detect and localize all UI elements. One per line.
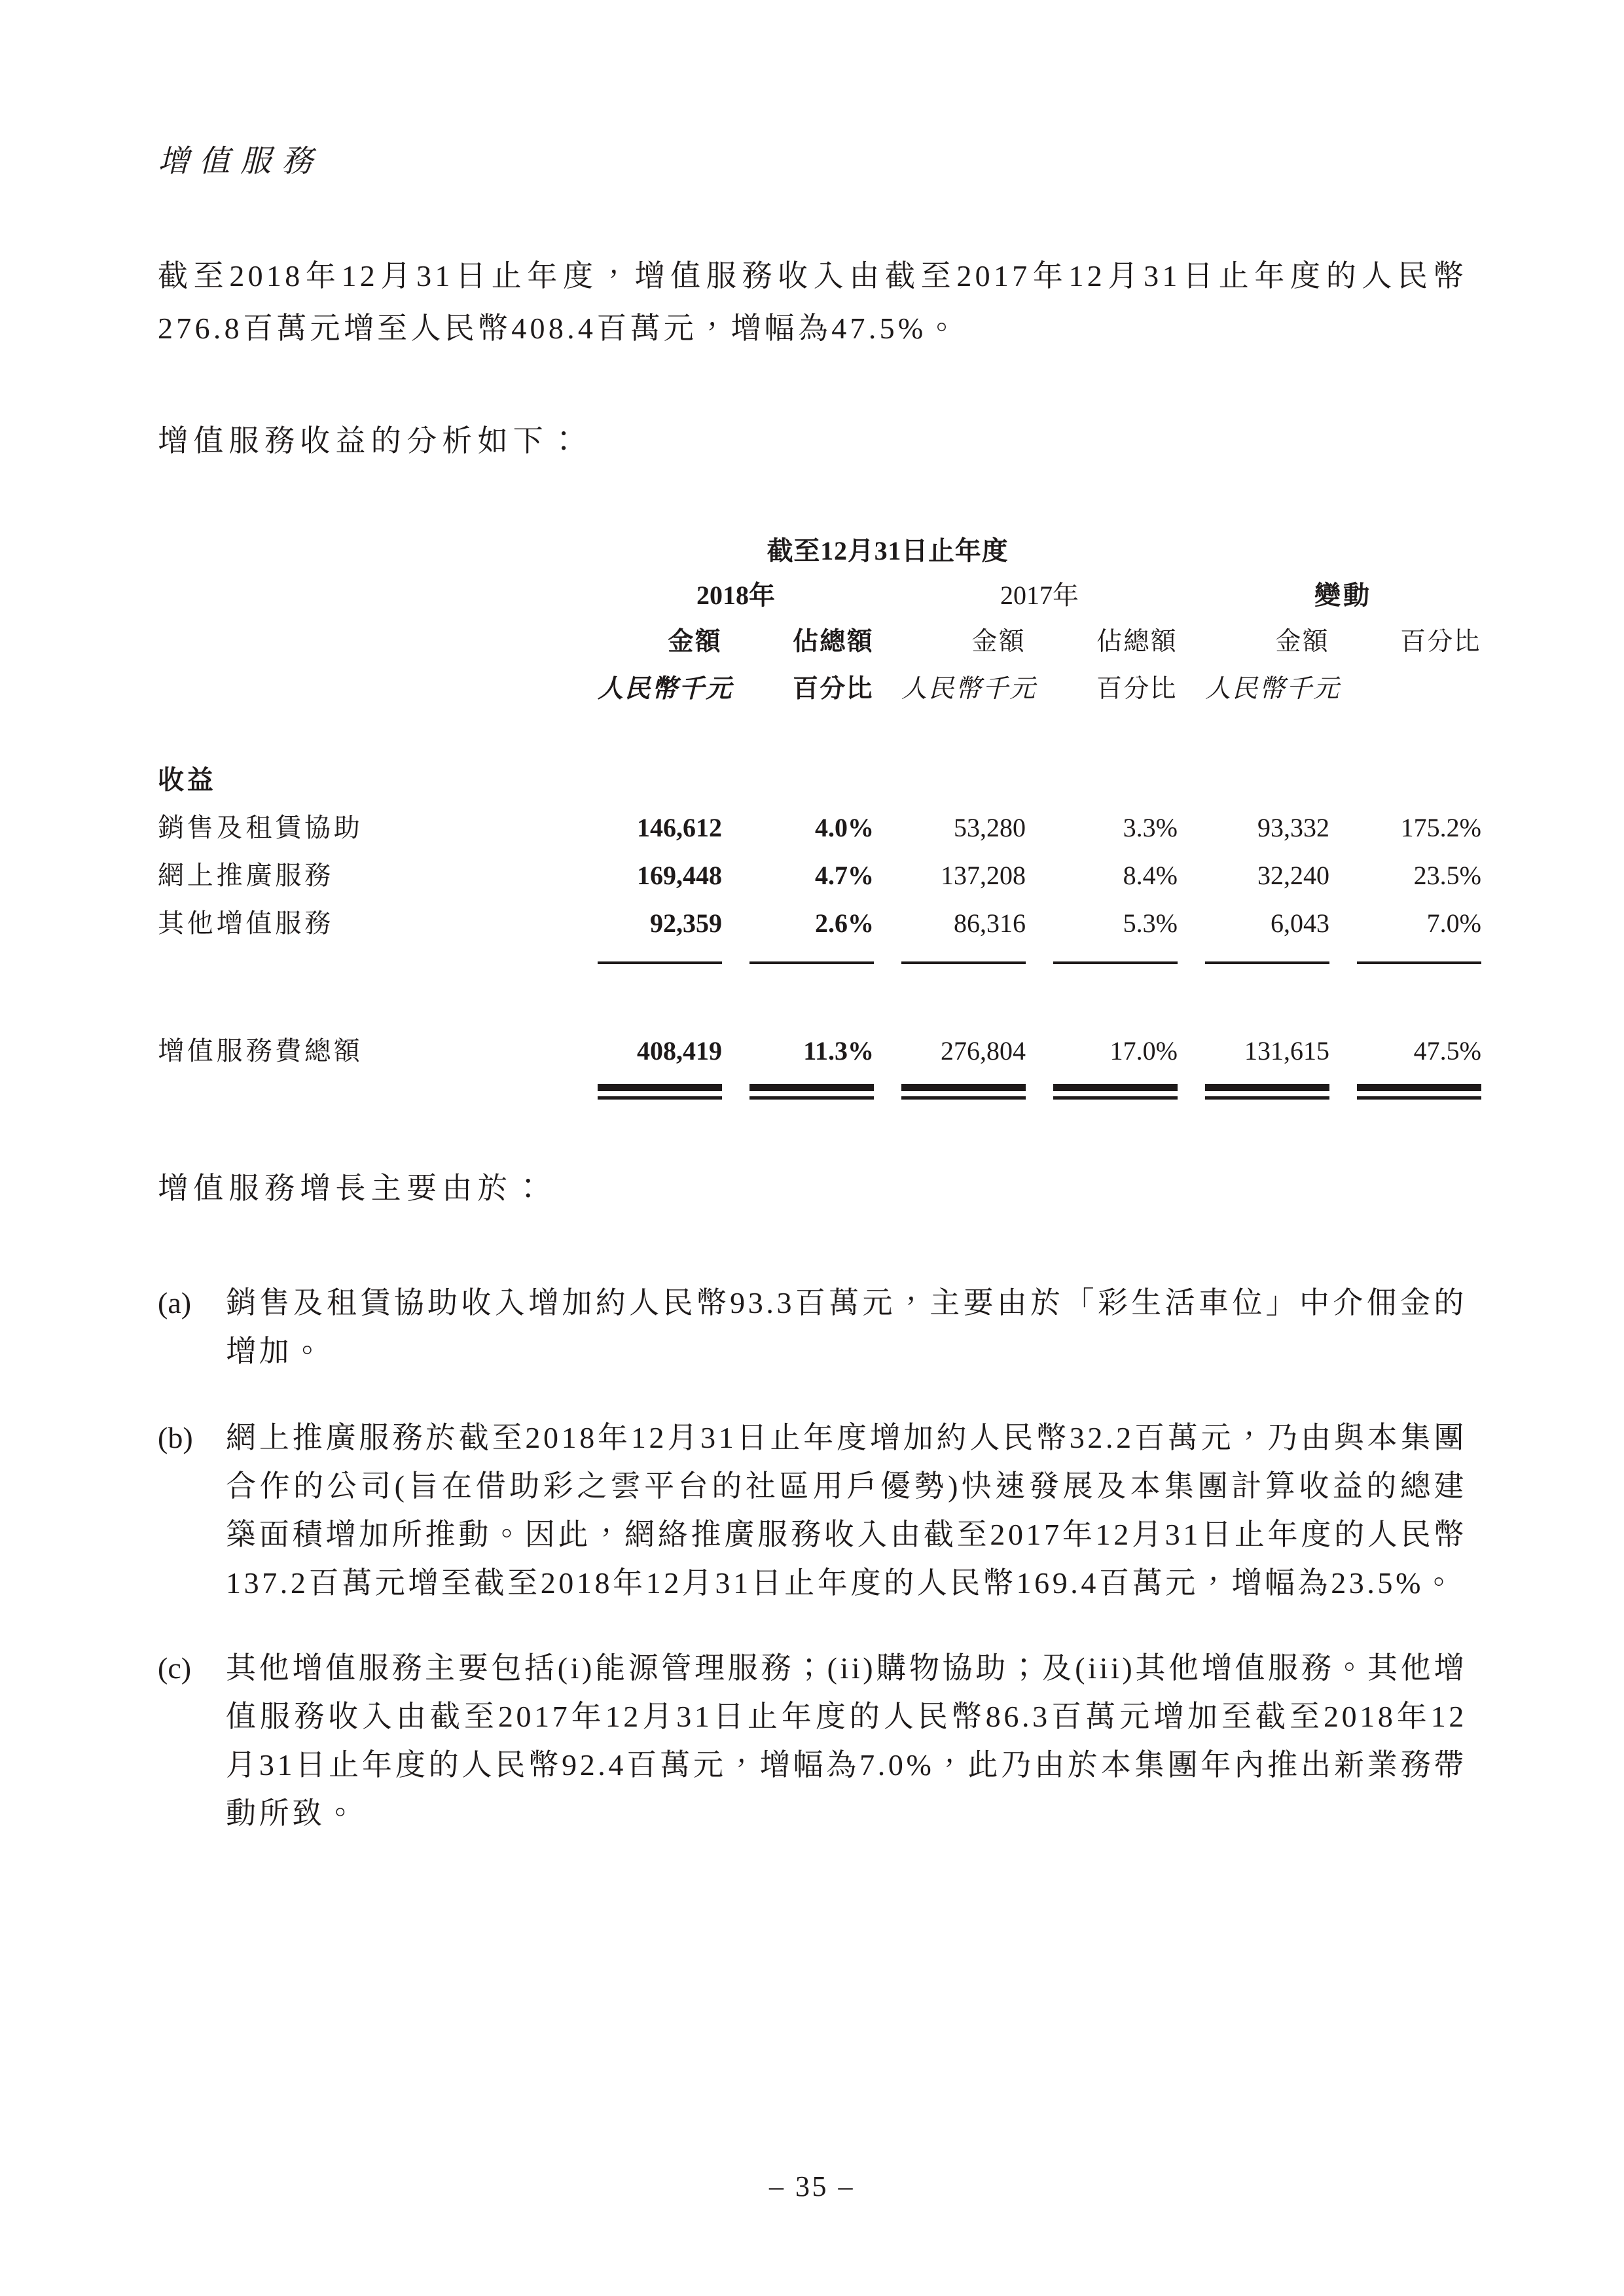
section-title: 增值服務 [158,145,323,179]
page-number: – 35 – [768,2170,856,2202]
column-header: 百分比 [1399,628,1481,656]
table-unit-header-row [158,665,1484,713]
total-change-amount: 131,615 [1244,1036,1329,1066]
cell-2018-percent: 4.0% [815,813,874,842]
table-single-rule [158,961,1484,964]
column-header: 佔總額 [1096,628,1178,656]
total-2018-percent: 11.3% [803,1036,874,1066]
total-2018-amount: 408,419 [637,1036,722,1066]
cell-2017-amount: 137,208 [941,861,1026,890]
table-subheader-row [158,619,1484,665]
section-label: 收益 [158,765,217,795]
note-item-a [158,1279,1467,1376]
cell-2017-percent: 8.4% [1123,861,1178,890]
table-year-header-row [158,572,1484,619]
row-label: 銷售及租賃協助 [158,813,363,842]
cell-2017-percent: 5.3% [1123,908,1178,938]
cell-2017-amount: 86,316 [954,908,1026,938]
table-row [158,899,1484,947]
total-2017-percent: 17.0% [1110,1036,1178,1066]
change-header: 變動 [1314,581,1372,610]
table-period-header-row [158,530,1484,572]
cell-change-amount: 93,332 [1257,813,1329,842]
note-marker: (b) [158,1421,193,1454]
total-label: 增值服務費總額 [158,1036,363,1066]
unit-header: 百分比 [1096,675,1178,703]
note-text: 銷售及租賃協助收入增加約人民幣93.3百萬元，主要由於「彩生活車位」中介佣金的增加。 [226,1286,1467,1368]
note-item-c [158,1644,1467,1838]
cell-change-amount: 6,043 [1271,908,1329,938]
total-change-percent: 47.5% [1413,1036,1481,1066]
cell-change-amount: 32,240 [1257,861,1329,890]
note-item-b [158,1414,1467,1607]
analysis-lead-paragraph: 增值服務收益的分析如下： [158,424,585,457]
growth-lead-paragraph: 增值服務增長主要由於： [158,1172,549,1205]
cell-2018-percent: 2.6% [815,908,874,938]
column-header: 金額 [1275,628,1329,656]
cell-2018-amount: 146,612 [637,813,722,842]
note-text: 其他增值服務主要包括(i)能源管理服務；(ii)購物協助；及(iii)其他增值服務。其他增值服務收入由截至2017年12月31日止年度的人民幣86.3百萬元增加至截至2018年12月31日止年度的人民幣92.4百萬元，增幅為7.0%，此乃由於本集團年內推出新業務帶動所致。 [226,1651,1467,1830]
cell-change-percent: 23.5% [1413,861,1481,890]
unit-header: 人民幣千元 [1205,675,1341,703]
column-header: 金額 [971,628,1026,656]
intro-paragraph: 截至2018年12月31日止年度，增值服務收入由截至2017年12月31日止年度的人民幣276.8百萬元增至人民幣408.4百萬元，增幅為47.5%。 [158,259,1467,345]
period-header: 截至12月31日止年度 [767,536,1009,565]
table-double-rule [158,1084,1484,1100]
unit-header: 人民幣千元 [901,675,1037,703]
table-section-row [158,757,1484,804]
total-2017-amount: 276,804 [941,1036,1026,1066]
cell-change-percent: 175.2% [1400,813,1481,842]
year-2018-header: 2018年 [696,581,775,610]
table-total-row [158,1027,1484,1075]
page-content [158,143,1481,1838]
row-label: 網上推廣服務 [158,861,334,890]
column-header: 金額 [668,628,722,656]
note-marker: (c) [158,1651,192,1685]
note-marker: (a) [158,1286,192,1319]
cell-change-percent: 7.0% [1426,908,1481,938]
unit-header: 百分比 [792,675,874,703]
cell-2018-amount: 169,448 [637,861,722,890]
column-header: 佔總額 [792,628,874,656]
table-row [158,852,1484,899]
note-text: 網上推廣服務於截至2018年12月31日止年度增加約人民幣32.2百萬元，乃由與本集團合作的公司(旨在借助彩之雲平台的社區用戶優勢)快速發展及本集團計算收益的總建築面積增加所推動。因此，網絡推廣服務收入由截至2017年12月31日止年度的人民幣137.2百萬元增至截至2018年12月31日止年度的人民幣169.4百萬元，增幅為23.5%。 [226,1421,1467,1600]
year-2017-header: 2017年 [1000,581,1079,610]
cell-2018-amount: 92,359 [650,908,722,938]
unit-header: 人民幣千元 [598,675,733,703]
cell-2017-percent: 3.3% [1123,813,1178,842]
value-added-services-table [158,530,1484,1100]
row-label: 其他增值服務 [158,908,334,938]
table-row [158,804,1484,852]
cell-2017-amount: 53,280 [954,813,1026,842]
cell-2018-percent: 4.7% [815,861,874,890]
